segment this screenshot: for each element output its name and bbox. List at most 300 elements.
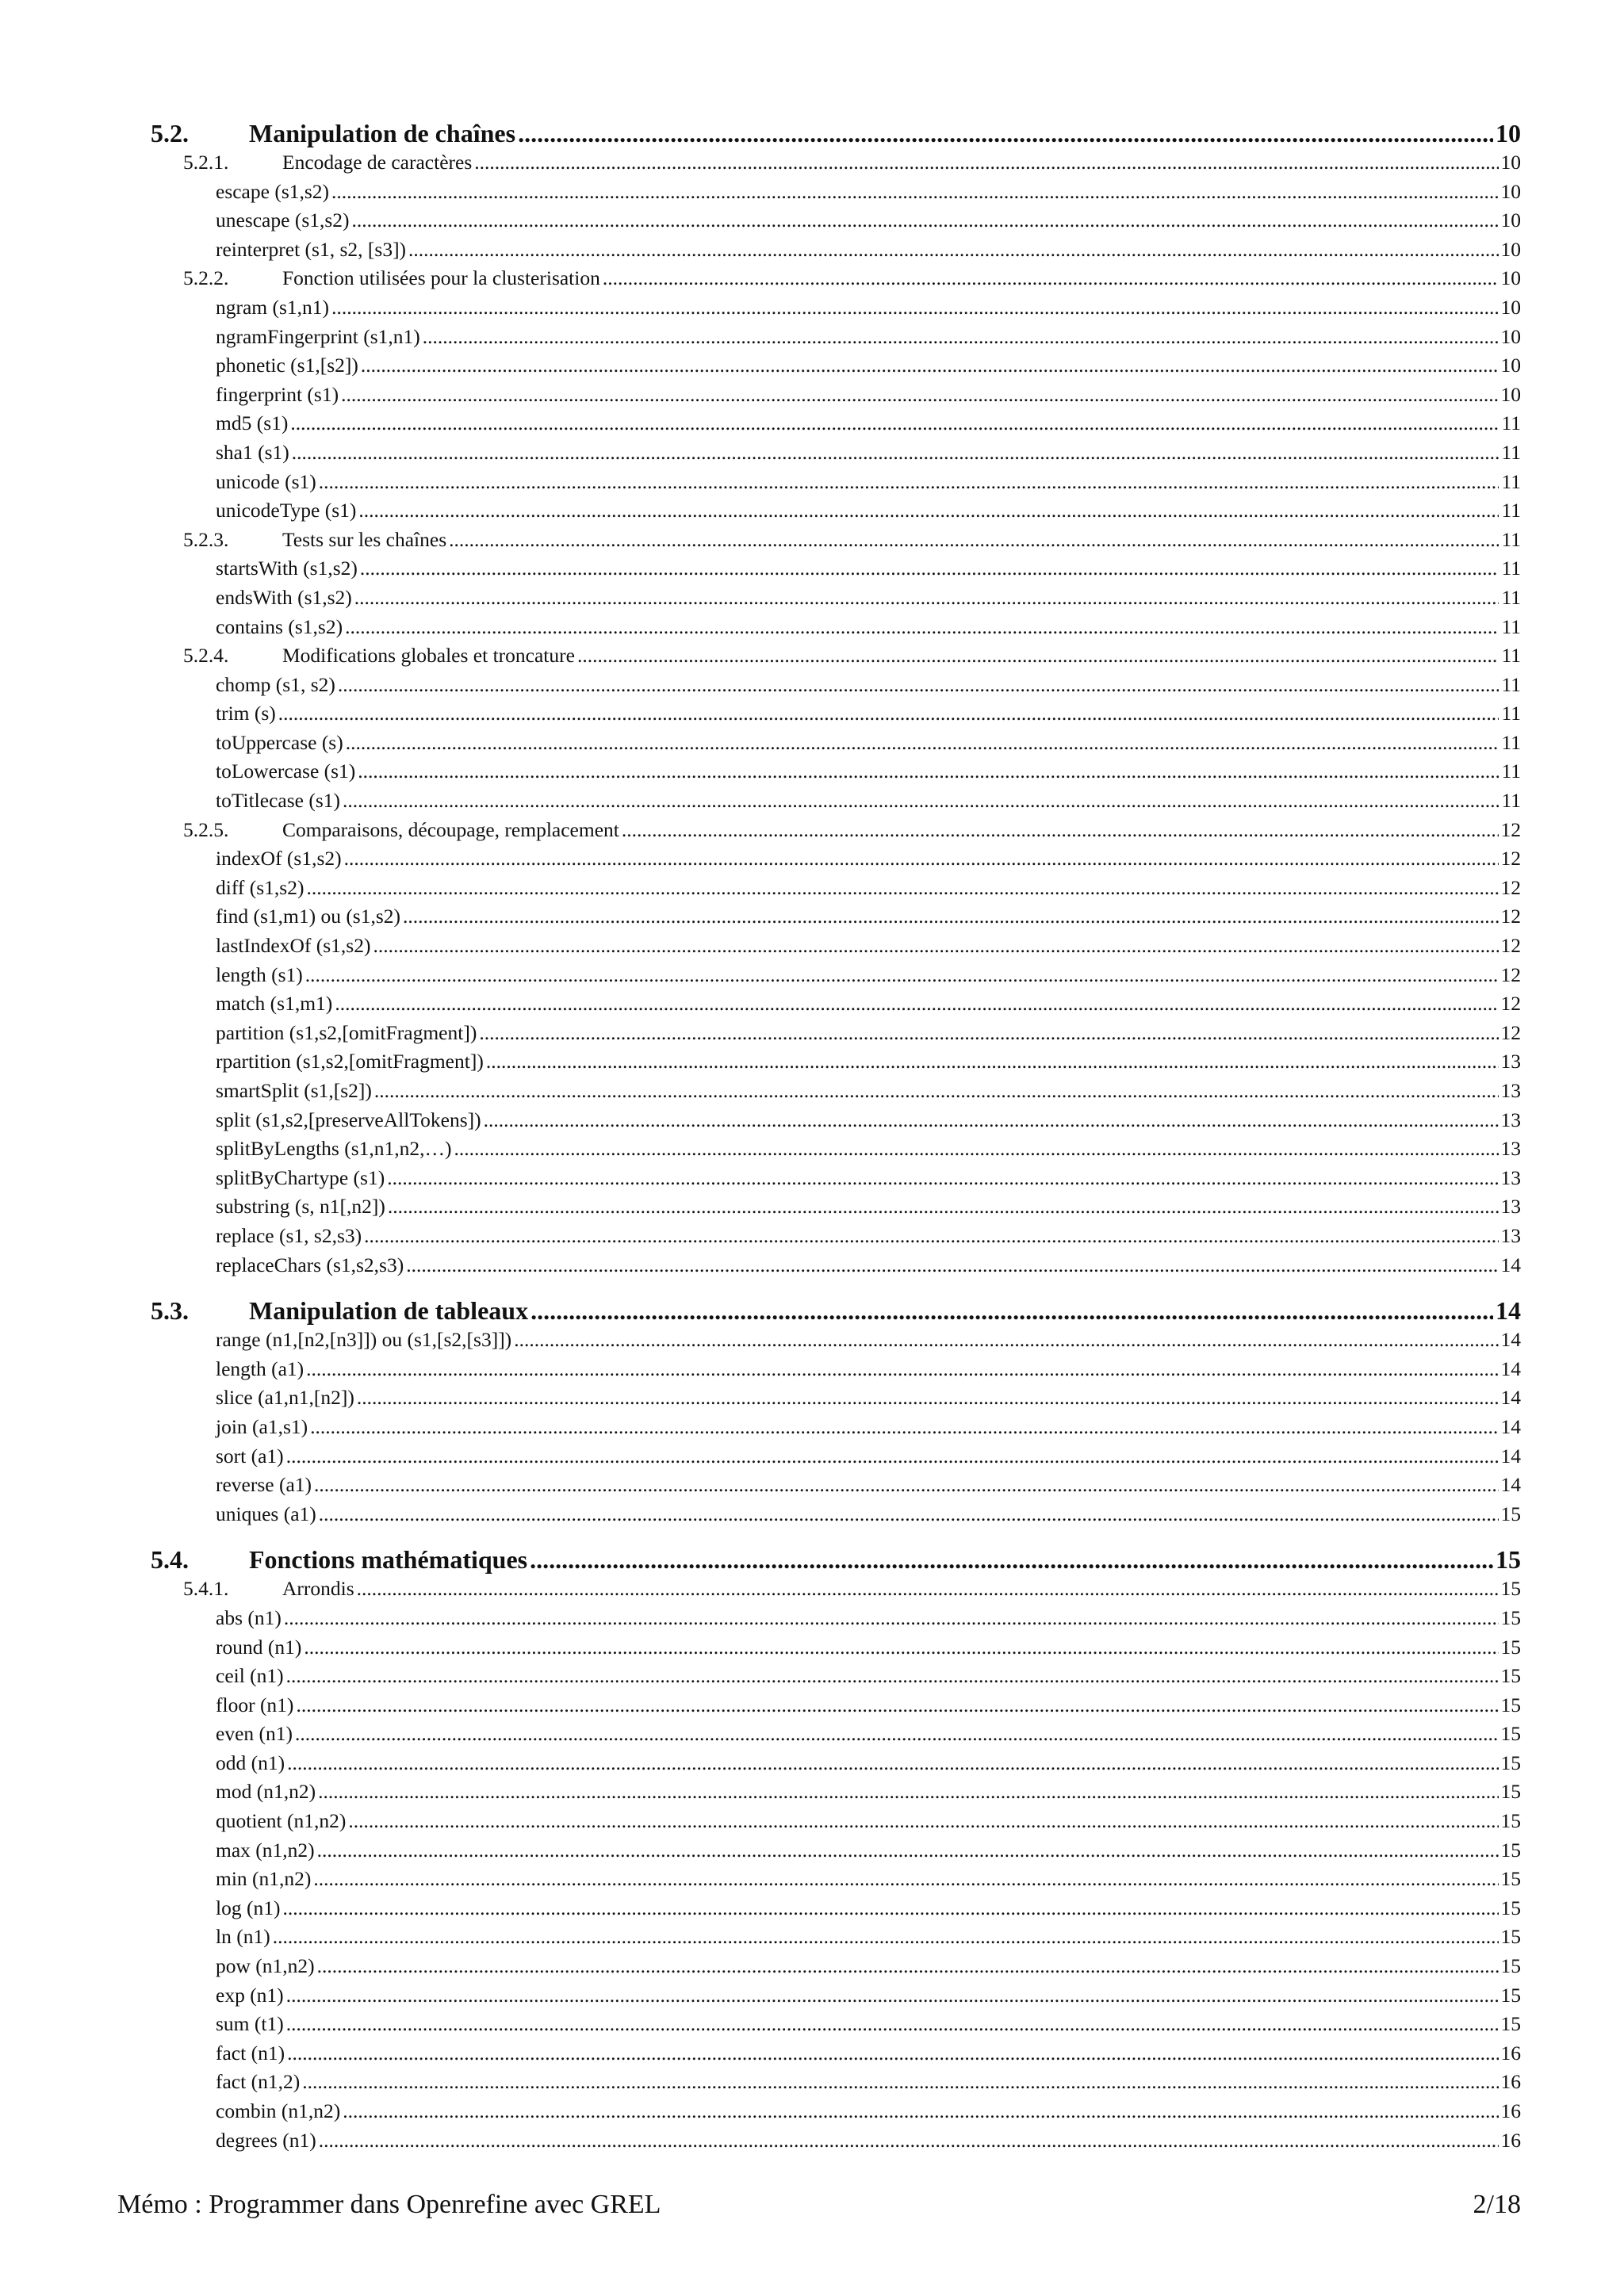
- toc-title: substring (s, n1[,n2]): [216, 1195, 385, 1219]
- toc-page-number: 12: [1500, 962, 1521, 986]
- dot-leader: [287, 2042, 1498, 2065]
- toc-page-number: 10: [1500, 151, 1521, 174]
- toc-entry[interactable]: [151, 1896, 1521, 1926]
- toc-title: toLowercase (s1): [216, 760, 356, 783]
- toc-entry[interactable]: [151, 2042, 1521, 2071]
- dot-leader: [317, 1839, 1499, 1862]
- toc-page-number: 15: [1500, 1605, 1521, 1629]
- toc-label: [216, 702, 276, 725]
- dot-leader: [319, 470, 1500, 494]
- toc-page-number: 12: [1500, 847, 1521, 871]
- toc-label: [216, 905, 400, 928]
- toc-label: [216, 209, 350, 232]
- toc-title: ngram (s1,n1): [216, 295, 330, 319]
- toc-label: [216, 441, 289, 465]
- toc-entry[interactable]: [151, 1253, 1521, 1283]
- dot-leader: [318, 1780, 1498, 1804]
- toc-page-number: 10: [1500, 354, 1521, 377]
- toc-page-number: 11: [1501, 789, 1521, 813]
- dot-leader: [273, 1925, 1499, 1949]
- toc-page-number: 14: [1496, 1296, 1521, 1326]
- toc-entry[interactable]: [151, 1925, 1521, 1954]
- dot-leader: [286, 1445, 1499, 1468]
- dot-leader: [310, 1415, 1498, 1439]
- toc-entry[interactable]: [151, 1780, 1521, 1809]
- dot-leader: [577, 644, 1500, 668]
- dot-leader: [364, 1224, 1498, 1248]
- dot-leader: [304, 1636, 1498, 1659]
- toc-number: 5.2.5.: [183, 817, 229, 841]
- toc-title: diff (s1,s2): [216, 875, 304, 899]
- toc-title: length (s1): [216, 962, 303, 986]
- toc-label: [216, 1780, 316, 1804]
- dot-leader: [338, 673, 1500, 697]
- toc-label: [151, 1545, 527, 1575]
- toc-page-number: 15: [1500, 1896, 1521, 1919]
- toc-label: [216, 1925, 270, 1949]
- toc-label: [216, 1809, 346, 1833]
- dot-leader: [514, 1328, 1498, 1352]
- toc-page-number: 13: [1500, 1195, 1521, 1219]
- toc-entry[interactable]: [151, 1386, 1521, 1415]
- toc-title: unicode (s1): [216, 469, 316, 493]
- toc-entry[interactable]: [151, 1502, 1521, 1532]
- toc-label: [216, 1751, 285, 1775]
- toc-entry[interactable]: [151, 1137, 1521, 1166]
- dot-leader: [292, 441, 1500, 465]
- dot-leader: [373, 934, 1498, 958]
- toc-label: [216, 411, 288, 435]
- toc-entry[interactable]: [151, 876, 1521, 905]
- toc-page-number: 11: [1501, 760, 1521, 783]
- toc-entry[interactable]: [151, 1751, 1521, 1781]
- toc-page-number: 12: [1500, 875, 1521, 899]
- toc-number: 5.4.1.: [183, 1577, 229, 1601]
- toc-label: [216, 1636, 301, 1659]
- dot-leader: [284, 1606, 1499, 1630]
- toc-label: [216, 1693, 293, 1717]
- toc-entry[interactable]: [151, 615, 1521, 645]
- toc-entry[interactable]: [151, 441, 1521, 470]
- toc-label: [216, 1224, 362, 1248]
- dot-leader: [352, 209, 1499, 232]
- toc-entry[interactable]: [151, 847, 1521, 876]
- toc-entry[interactable]: [151, 1809, 1521, 1839]
- table-of-contents: [151, 119, 1521, 2157]
- toc-label: [216, 296, 329, 320]
- toc-title: escape (s1,s2): [216, 179, 330, 203]
- toc-label: [216, 1502, 316, 1526]
- toc-label: [216, 557, 358, 580]
- toc-page-number: 15: [1500, 2012, 1521, 2036]
- toc-section[interactable]: [151, 1545, 1521, 1577]
- toc-entry[interactable]: [151, 1108, 1521, 1138]
- toc-entry[interactable]: [151, 905, 1521, 934]
- toc-entry[interactable]: [151, 1984, 1521, 2013]
- dot-leader: [484, 1108, 1499, 1132]
- dot-leader: [358, 760, 1499, 783]
- dot-leader: [314, 1473, 1498, 1497]
- toc-entry[interactable]: [151, 2070, 1521, 2099]
- toc-page-number: 16: [1500, 2070, 1521, 2094]
- dot-leader: [335, 992, 1498, 1016]
- toc-entry[interactable]: [151, 2129, 1521, 2158]
- toc-entry[interactable]: [151, 296, 1521, 325]
- toc-entry[interactable]: [151, 760, 1521, 789]
- footer-title: Mémo : Programmer dans Openrefine avec GREL: [117, 2190, 661, 2219]
- toc-page-number: 10: [1496, 119, 1521, 147]
- toc-page-number: 12: [1500, 934, 1521, 958]
- toc-label: [216, 1195, 385, 1219]
- toc-page-number: 11: [1501, 527, 1521, 551]
- toc-label: [183, 644, 575, 668]
- toc-entry[interactable]: [151, 325, 1521, 354]
- toc-title: log (n1): [216, 1896, 281, 1919]
- toc-title: reverse (a1): [216, 1473, 312, 1497]
- toc-entry[interactable]: [151, 1636, 1521, 1665]
- dot-leader: [530, 1296, 1493, 1326]
- dot-leader: [361, 354, 1499, 377]
- toc-entry[interactable]: [151, 1195, 1521, 1224]
- toc-entry[interactable]: [151, 1079, 1521, 1108]
- toc-label: [216, 2099, 340, 2123]
- toc-label: [216, 963, 303, 987]
- toc-title: ln (n1): [216, 1925, 270, 1949]
- toc-title: replace (s1, s2,s3): [216, 1223, 362, 1247]
- toc-page-number: 11: [1501, 614, 1521, 638]
- toc-page-number: 10: [1500, 324, 1521, 348]
- toc-entry[interactable]: [151, 1473, 1521, 1502]
- toc-entry[interactable]: [151, 1050, 1521, 1079]
- toc-label: [216, 1722, 293, 1746]
- toc-page-number: 15: [1500, 1664, 1521, 1688]
- dot-leader: [282, 1896, 1498, 1920]
- toc-label: [216, 1021, 477, 1045]
- toc-entry[interactable]: [151, 789, 1521, 818]
- toc-title: chomp (s1, s2): [216, 672, 335, 696]
- toc-page-number: 13: [1500, 1050, 1521, 1073]
- toc-label: [216, 1137, 452, 1161]
- dot-leader: [474, 151, 1498, 174]
- toc-page-number: 14: [1500, 1328, 1521, 1352]
- dot-leader: [331, 180, 1498, 204]
- toc-entry[interactable]: [151, 2099, 1521, 2129]
- dot-leader: [344, 847, 1499, 871]
- toc-label: [216, 325, 420, 349]
- toc-title: Tests sur les chaînes: [282, 527, 447, 551]
- toc-subsection[interactable]: [151, 818, 1521, 848]
- toc-entry[interactable]: [151, 1606, 1521, 1636]
- toc-entry[interactable]: [151, 1839, 1521, 1868]
- toc-label: [216, 1079, 372, 1103]
- toc-entry[interactable]: [151, 1445, 1521, 1474]
- toc-page-number: 15: [1500, 1809, 1521, 1833]
- toc-entry[interactable]: [151, 1224, 1521, 1253]
- toc-entry[interactable]: [151, 354, 1521, 383]
- toc-page-number: 15: [1500, 1577, 1521, 1601]
- toc-page-number: 16: [1500, 2041, 1521, 2064]
- toc-page-number: 15: [1500, 1838, 1521, 1862]
- toc-title: even (n1): [216, 1722, 293, 1746]
- toc-title: unescape (s1,s2): [216, 209, 350, 232]
- dot-leader: [408, 238, 1498, 262]
- toc-entry[interactable]: [151, 1415, 1521, 1445]
- toc-entry[interactable]: [151, 586, 1521, 615]
- toc-number: 5.2.1.: [183, 151, 229, 174]
- dot-leader: [319, 2129, 1499, 2152]
- toc-entry[interactable]: [151, 934, 1521, 963]
- dot-leader: [354, 586, 1500, 610]
- toc-label: [216, 1357, 304, 1381]
- toc-title: pow (n1,n2): [216, 1954, 315, 1978]
- toc-entry[interactable]: [151, 1021, 1521, 1050]
- dot-leader: [341, 383, 1498, 407]
- dot-leader: [454, 1137, 1499, 1161]
- toc-entry[interactable]: [151, 238, 1521, 267]
- dot-leader: [423, 325, 1499, 349]
- toc-page-number: 13: [1500, 1165, 1521, 1189]
- toc-number: 5.3.: [151, 1296, 189, 1326]
- toc-title: abs (n1): [216, 1605, 282, 1629]
- toc-entry[interactable]: [151, 963, 1521, 993]
- toc-label: [216, 876, 304, 900]
- toc-label: [216, 1896, 280, 1920]
- dot-leader: [358, 499, 1499, 522]
- toc-page-number: 15: [1500, 1780, 1521, 1804]
- toc-entry[interactable]: [151, 383, 1521, 412]
- toc-page-number: 15: [1500, 1502, 1521, 1525]
- toc-title: Encodage de caractères: [282, 151, 473, 174]
- dot-leader: [406, 1253, 1498, 1277]
- toc-number: 5.2.3.: [183, 527, 229, 551]
- toc-title: mod (n1,n2): [216, 1780, 316, 1804]
- toc-label: [216, 992, 332, 1016]
- toc-label: [216, 1954, 315, 1978]
- toc-entry[interactable]: [151, 209, 1521, 238]
- dot-leader: [290, 411, 1499, 435]
- toc-entry[interactable]: [151, 180, 1521, 209]
- toc-title: Modifications globales et troncature: [282, 644, 575, 668]
- toc-entry[interactable]: [151, 470, 1521, 499]
- toc-title: degrees (n1): [216, 2128, 316, 2152]
- toc-label: [183, 151, 472, 174]
- toc-entry[interactable]: [151, 1357, 1521, 1387]
- toc-title: fingerprint (s1): [216, 382, 339, 406]
- toc-number: 5.4.: [151, 1545, 189, 1575]
- toc-page-number: 14: [1500, 1386, 1521, 1410]
- toc-label: [216, 847, 342, 871]
- dot-leader: [295, 1722, 1499, 1746]
- toc-title: min (n1,n2): [216, 1867, 312, 1891]
- toc-title: rpartition (s1,s2,[omitFragment]): [216, 1050, 484, 1073]
- toc-page-number: 15: [1500, 1751, 1521, 1774]
- toc-entry[interactable]: [151, 1954, 1521, 1984]
- toc-title: quotient (n1,n2): [216, 1809, 347, 1833]
- toc-page-number: 15: [1500, 1925, 1521, 1949]
- toc-title: split (s1,s2,[preserveAllTokens]): [216, 1108, 481, 1131]
- toc-title: endsWith (s1,s2): [216, 585, 352, 609]
- dot-leader: [486, 1050, 1499, 1073]
- toc-entry[interactable]: [151, 1867, 1521, 1896]
- toc-entry[interactable]: [151, 673, 1521, 702]
- toc-page-number: 10: [1500, 237, 1521, 261]
- toc-title: partition (s1,s2,[omitFragment]): [216, 1020, 477, 1044]
- toc-title: unicodeType (s1): [216, 499, 357, 522]
- dot-leader: [357, 1577, 1499, 1601]
- dot-leader: [278, 702, 1500, 725]
- toc-title: ceil (n1): [216, 1664, 284, 1688]
- toc-subsection[interactable]: [151, 528, 1521, 557]
- dot-leader: [479, 1021, 1498, 1045]
- toc-title: splitByChartype (s1): [216, 1165, 385, 1189]
- toc-entry[interactable]: [151, 1722, 1521, 1751]
- toc-label: [216, 499, 356, 522]
- toc-title: exp (n1): [216, 1983, 284, 2007]
- toc-number: 5.2.: [151, 119, 189, 147]
- toc-page-number: 11: [1501, 557, 1521, 580]
- dot-leader: [317, 1954, 1499, 1978]
- toc-label: [216, 789, 340, 813]
- toc-page-number: 11: [1501, 411, 1521, 435]
- toc-title: Manipulation de tableaux: [249, 1296, 529, 1326]
- toc-entry[interactable]: [151, 1328, 1521, 1357]
- toc-label: [216, 238, 406, 262]
- toc-page-number: 15: [1500, 1722, 1521, 1746]
- toc-title: Manipulation de chaînes: [249, 119, 516, 147]
- dot-leader: [306, 1357, 1498, 1381]
- toc-label: [216, 1108, 481, 1132]
- toc-subsection[interactable]: [151, 266, 1521, 296]
- toc-label: [216, 180, 329, 204]
- toc-page-number: 16: [1500, 2128, 1521, 2152]
- toc-label: [183, 528, 446, 552]
- dot-leader: [357, 1386, 1499, 1410]
- dot-leader: [345, 615, 1499, 639]
- dot-leader: [287, 1751, 1498, 1775]
- toc-label: [216, 1867, 311, 1891]
- toc-section[interactable]: [151, 1296, 1521, 1328]
- toc-entry[interactable]: [151, 731, 1521, 760]
- toc-label: [216, 615, 343, 639]
- dot-leader: [403, 905, 1498, 928]
- dot-leader: [622, 818, 1499, 842]
- toc-page-number: 12: [1500, 1020, 1521, 1044]
- toc-page-number: 11: [1501, 440, 1521, 464]
- toc-label: [183, 818, 619, 842]
- dot-leader: [286, 2012, 1499, 2036]
- toc-label: [216, 1386, 354, 1410]
- toc-title: toTitlecase (s1): [216, 789, 340, 813]
- dot-leader: [388, 1195, 1499, 1219]
- toc-title: sort (a1): [216, 1444, 284, 1468]
- dot-leader: [343, 789, 1499, 813]
- toc-title: splitByLengths (s1,n1,n2,…): [216, 1137, 452, 1161]
- toc-title: sum (t1): [216, 2012, 284, 2036]
- toc-title: lastIndexOf (s1,s2): [216, 934, 371, 958]
- toc-number: 5.2.4.: [183, 644, 229, 668]
- toc-label: [216, 1166, 385, 1190]
- toc-page-number: 15: [1496, 1545, 1521, 1575]
- toc-section[interactable]: [151, 119, 1521, 151]
- toc-page-number: 10: [1500, 266, 1521, 290]
- toc-subsection[interactable]: [151, 644, 1521, 673]
- toc-title: slice (a1,n1,[n2]): [216, 1386, 354, 1410]
- toc-label: [216, 731, 343, 755]
- toc-page-number: 11: [1501, 702, 1521, 725]
- toc-title: reinterpret (s1, s2, [s3]): [216, 237, 407, 261]
- toc-entry[interactable]: [151, 1693, 1521, 1723]
- toc-label: [216, 354, 358, 377]
- toc-page-number: 12: [1500, 817, 1521, 841]
- toc-page-number: 11: [1501, 730, 1521, 754]
- toc-page-number: 14: [1500, 1357, 1521, 1380]
- toc-entry[interactable]: [151, 557, 1521, 586]
- toc-page-number: 12: [1500, 905, 1521, 928]
- toc-label: [216, 934, 370, 958]
- toc-page-number: 13: [1500, 1108, 1521, 1131]
- toc-entry[interactable]: [151, 992, 1521, 1021]
- toc-number: 5.2.2.: [183, 266, 229, 290]
- toc-page-number: 15: [1500, 1867, 1521, 1891]
- toc-label: [216, 1839, 315, 1862]
- dot-leader: [346, 731, 1500, 755]
- toc-entry[interactable]: [151, 411, 1521, 441]
- toc-label: [216, 1606, 282, 1630]
- toc-label: [151, 119, 515, 148]
- toc-page-number: 14: [1500, 1414, 1521, 1438]
- toc-page-number: 10: [1500, 382, 1521, 406]
- dot-leader: [305, 963, 1499, 987]
- toc-entry[interactable]: [151, 2012, 1521, 2042]
- dot-leader: [286, 1664, 1499, 1688]
- toc-subsection[interactable]: [151, 151, 1521, 180]
- toc-label: [216, 470, 316, 494]
- dot-leader: [518, 119, 1493, 148]
- page-footer: [117, 2190, 1521, 2220]
- toc-label: [216, 1050, 484, 1073]
- dot-leader: [331, 296, 1498, 320]
- toc-entry[interactable]: [151, 499, 1521, 528]
- toc-title: match (s1,m1): [216, 992, 333, 1016]
- toc-title: md5 (s1): [216, 411, 289, 435]
- toc-title: odd (n1): [216, 1751, 285, 1774]
- dot-leader: [348, 1809, 1498, 1833]
- toc-title: toUppercase (s): [216, 730, 343, 754]
- toc-label: [216, 1664, 284, 1688]
- toc-title: find (s1,m1) ou (s1,s2): [216, 905, 401, 928]
- dot-leader: [360, 557, 1500, 580]
- toc-title: Fonctions mathématiques: [249, 1545, 528, 1575]
- toc-title: ngramFingerprint (s1,n1): [216, 324, 420, 348]
- toc-subsection[interactable]: [151, 1577, 1521, 1606]
- toc-page-number: 14: [1500, 1444, 1521, 1468]
- dot-leader: [387, 1166, 1498, 1190]
- toc-label: [216, 2129, 316, 2152]
- toc-page-number: 15: [1500, 1954, 1521, 1978]
- dot-leader: [306, 876, 1498, 900]
- toc-entry[interactable]: [151, 1664, 1521, 1693]
- toc-entry[interactable]: [151, 702, 1521, 731]
- toc-page-number: 10: [1500, 209, 1521, 232]
- toc-title: length (a1): [216, 1357, 304, 1380]
- toc-entry[interactable]: [151, 1166, 1521, 1196]
- toc-title: join (a1,s1): [216, 1414, 308, 1438]
- dot-leader: [374, 1079, 1499, 1103]
- toc-label: [183, 1577, 354, 1601]
- toc-page-number: 13: [1500, 1223, 1521, 1247]
- toc-title: startsWith (s1,s2): [216, 557, 358, 580]
- toc-title: uniques (a1): [216, 1502, 316, 1525]
